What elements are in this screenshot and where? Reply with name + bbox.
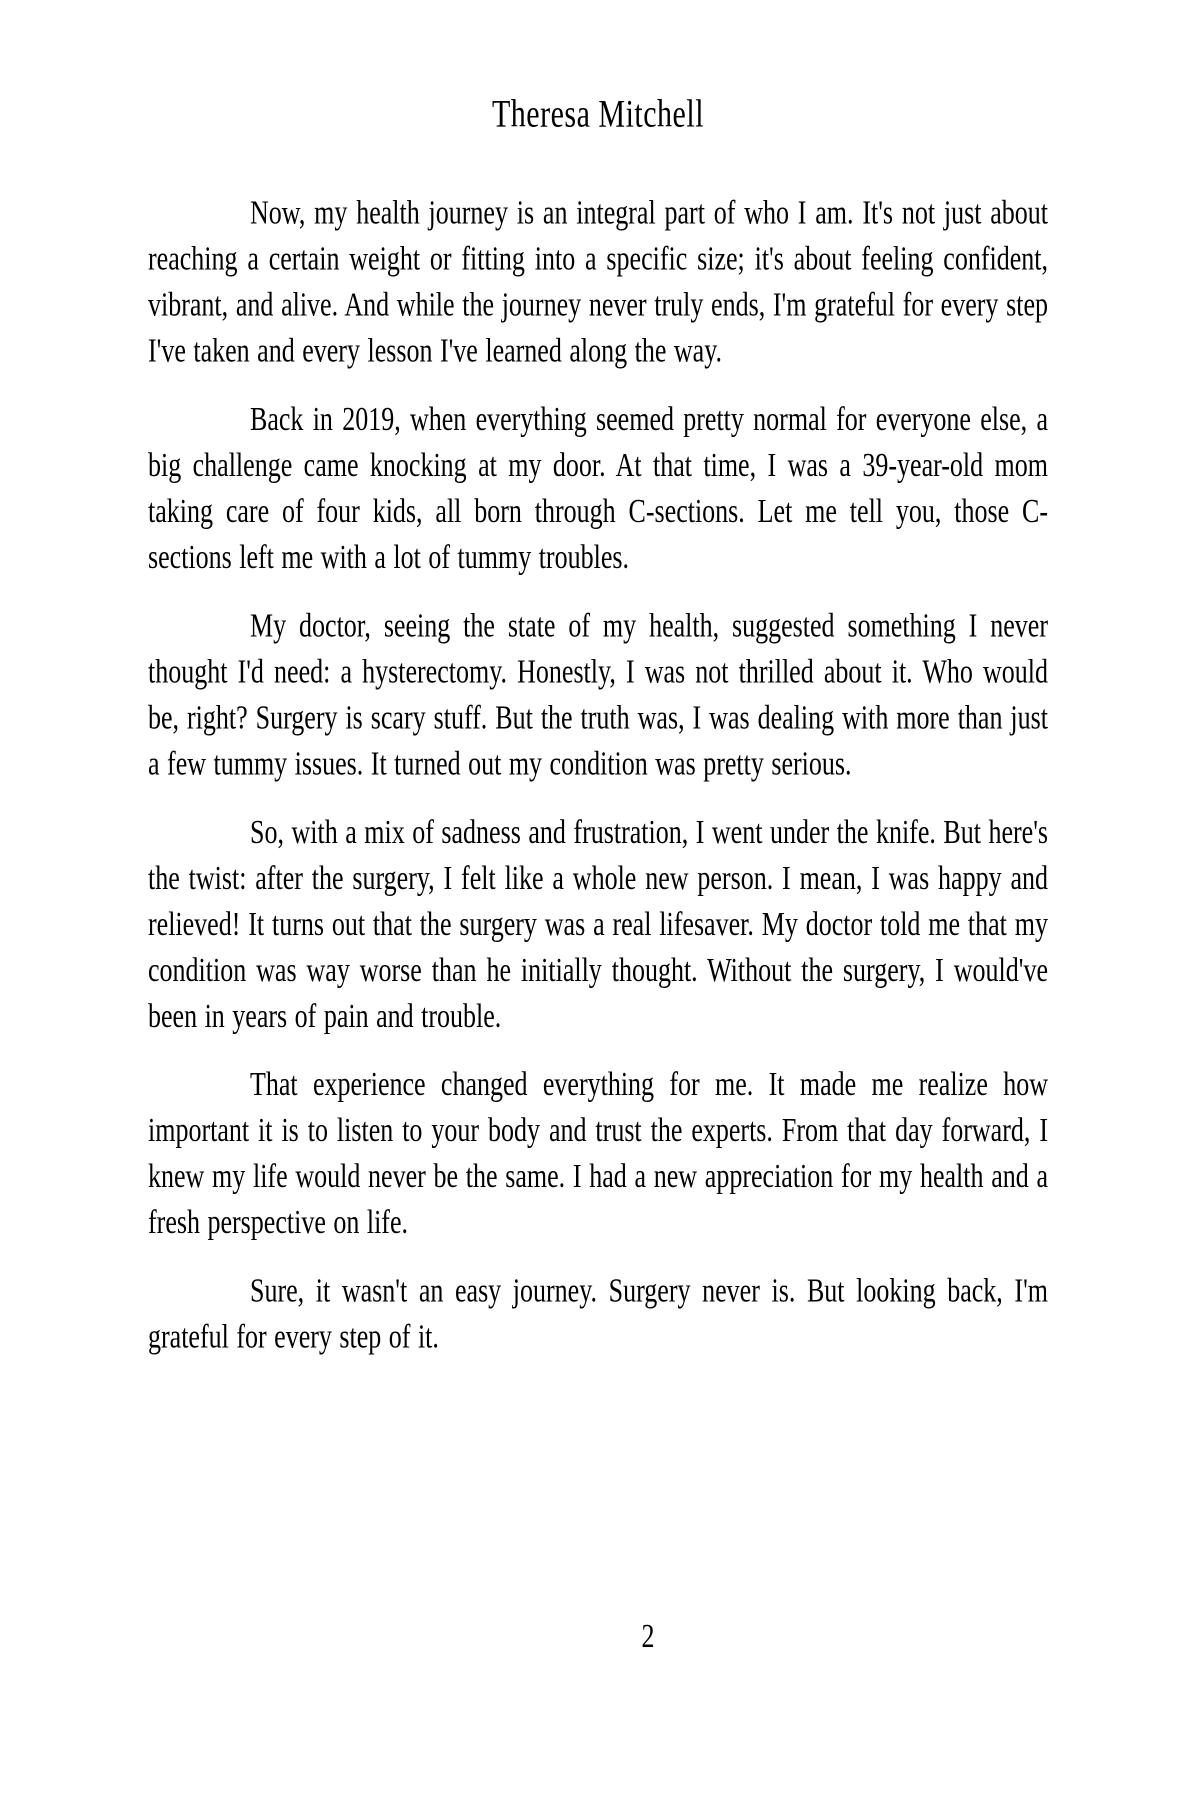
paragraph: My doctor, seeing the state of my health, suggested something I never thought I'd need: a hysterectomy. Honestly, I was not thrilled about it. Who would be, right? Surgery is scary stuff. But the truth was, I was dealing with more than just a few tummy issues. It turned out my condition was pretty serious. bbox=[148, 606, 1048, 783]
running-header-author-name: Theresa Mitchell bbox=[491, 92, 705, 136]
paragraph: Now, my health journey is an integral part of who I am. It's not just about reaching a certain weight or fitting into a specific size; it's about feeling confident, vibrant, and alive. And while the journey never truly ends, I'm grateful for every step I've taken and every lesson I've learned along the way. bbox=[148, 193, 1048, 370]
paragraph: Back in 2019, when everything seemed pretty normal for everyone else, a big challenge came knocking at my door. At that time, I was a 39-year-old mom taking care of four kids, all born through C-sections. Let me tell you, those C-sections left me with a lot of tummy troubles. bbox=[148, 399, 1048, 576]
page-number: 2 bbox=[641, 1616, 655, 1656]
text-block bbox=[148, 91, 1048, 1359]
paragraph: Sure, it wasn't an easy journey. Surgery never is. But looking back, I'm grateful for every step of it. bbox=[148, 1271, 1048, 1356]
paragraph: That experience changed everything for me. It made me realize how important it is to listen to your body and trust the experts. From that day forward, I knew my life would never be the same. I had a new appreciation for my health and a fresh perspective on life. bbox=[148, 1064, 1048, 1242]
paragraph: So, with a mix of sadness and frustration, I went under the knife. But here's the twist: after the surgery, I felt like a whole new person. I mean, I was happy and relieved! It turns out that the surgery was a real lifesaver. My doctor told me that my condition was way worse than he initially thought. Without the surgery, I would've been in years of pain and trouble. bbox=[148, 812, 1048, 1035]
